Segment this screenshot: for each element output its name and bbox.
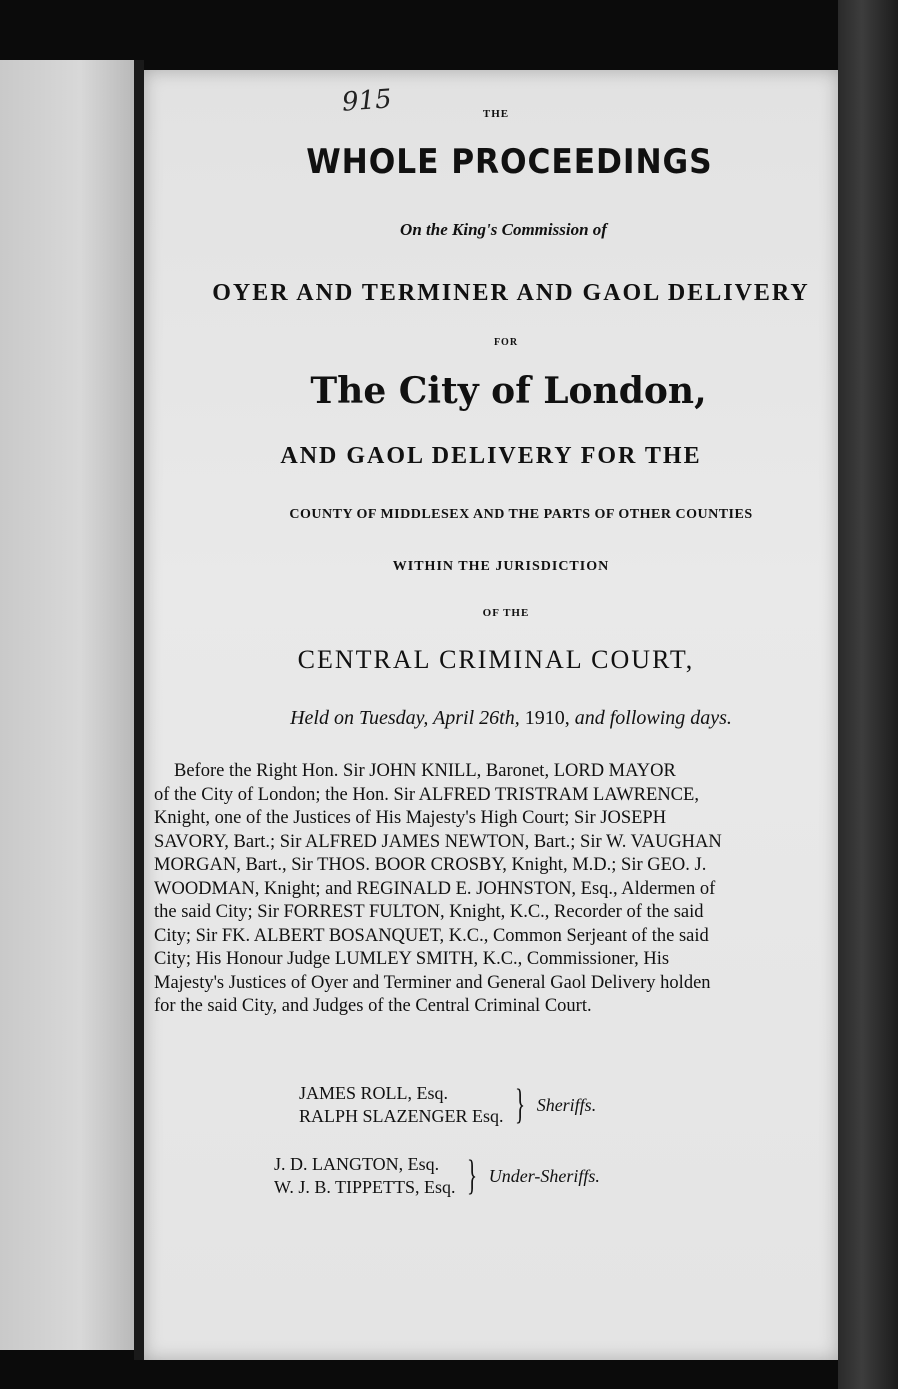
under-sheriff-name: J. D. LANGTON, Esq. [274, 1154, 440, 1174]
paragraph-line: Before the Right Hon. Sir JOHN KNILL, Baronet, LORD MAYOR [174, 761, 676, 781]
sheriffs-label: Sheriffs. [536, 1094, 597, 1115]
session-date-line [144, 707, 838, 730]
book-gutter [134, 60, 144, 1360]
brace-icon: } [467, 1153, 478, 1199]
paragraph-line: City; His Honour Judge LUMLEY SMITH, K.C., Commissioner, His [154, 949, 670, 969]
facing-page-edge [0, 60, 134, 1350]
justices-paragraph [154, 760, 820, 1019]
held-prefix: Held on Tuesday, April 26th, [290, 707, 520, 729]
paragraph-line: Majesty's Justices of Oyer and Terminer and General Gaol Delivery holden [154, 972, 711, 993]
paragraph-line: City; Sir FK. ALBERT BOSANQUET, K.C., Common Serjeant of the said [154, 925, 709, 946]
court-name: CENTRAL CRIMINAL COURT, [297, 645, 695, 674]
handwritten-page-number: 915 [341, 84, 393, 118]
under-sheriff-names [274, 1153, 456, 1199]
paragraph-line: SAVORY, Bart.; Sir ALFRED JAMES NEWTON, Bart.; Sir W. VAUGHAN [154, 831, 722, 852]
city-of-london-heading: The City of London, [310, 370, 707, 412]
paragraph-line: the said City; Sir FORREST FULTON, Knight, K.C., Recorder of the said [154, 902, 704, 922]
paragraph-line: for the said City, and Judges of the Central Criminal Court. [154, 996, 592, 1016]
oyer-terminer-line: OYER AND TERMINER AND GAOL DELIVERY [212, 280, 810, 306]
commission-line: On the King's Commission of [400, 220, 607, 239]
county-line: COUNTY OF MIDDLESEX AND THE PARTS OF OTHER COUNTIES [289, 507, 753, 522]
sheriffs-block [299, 1082, 596, 1128]
title-page [144, 70, 838, 1360]
film-border [838, 0, 898, 1389]
paragraph-line: WOODMAN, Knight; and REGINALD E. JOHNSTON, Esq., Aldermen of [154, 878, 716, 899]
paragraph-line: Knight, one of the Justices of His Majesty's High Court; Sir JOSEPH [154, 808, 667, 828]
gaol-delivery-line: AND GAOL DELIVERY FOR THE [280, 443, 702, 469]
paragraph-line: MORGAN, Bart., Sir THOS. BOOR CROSBY, Knight, M.D.; Sir GEO. J. [154, 855, 707, 875]
page-title: WHOLE PROCEEDINGS [306, 142, 713, 182]
sheriff-name: JAMES ROLL, Esq. [299, 1083, 449, 1103]
brace-icon: } [515, 1082, 526, 1128]
under-sheriffs-block [274, 1153, 600, 1199]
held-suffix: and following days. [574, 707, 732, 729]
jurisdiction-line: WITHIN THE JURISDICTION [392, 559, 610, 574]
paragraph-line: of the City of London; the Hon. Sir ALFRED TRISTRAM LAWRENCE, [154, 784, 699, 805]
under-sheriff-name: W. J. B. TIPPETTS, Esq. [274, 1177, 456, 1197]
sheriff-name: RALPH SLAZENGER Esq. [299, 1106, 504, 1126]
under-sheriffs-label: Under-Sheriffs. [488, 1165, 600, 1186]
sheriff-names [299, 1082, 504, 1128]
title-the: THE [482, 108, 510, 120]
held-year: 1910, [524, 707, 570, 729]
of-the-line: OF THE [482, 607, 530, 619]
for-word: FOR [493, 337, 519, 348]
